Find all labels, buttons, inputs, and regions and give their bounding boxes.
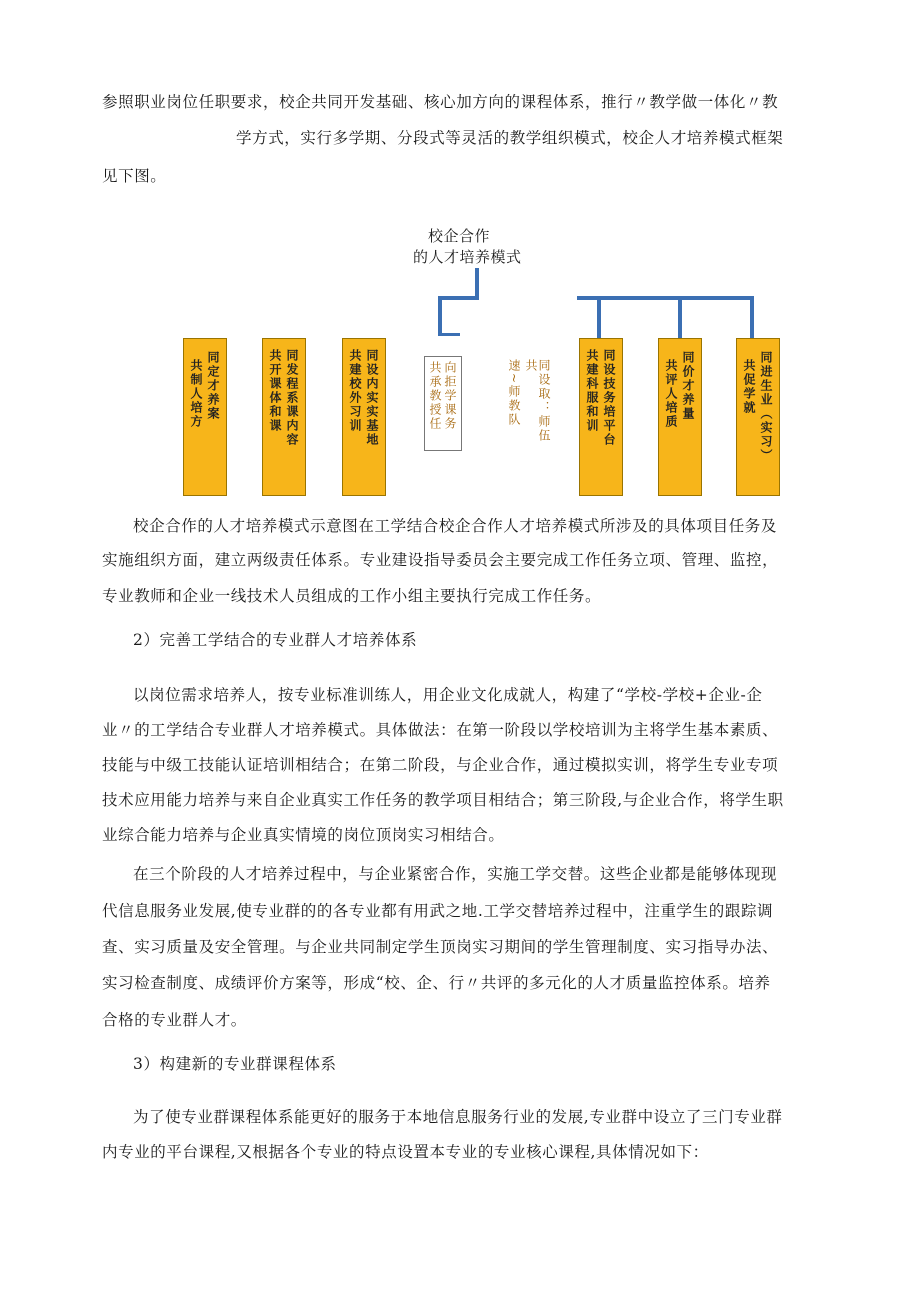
- connector-right-drop-1: [597, 296, 601, 338]
- box-service-platform: [579, 338, 623, 496]
- connector-right-bar: [577, 296, 754, 300]
- box-6-text-col-1: 共建科服和训: [585, 349, 599, 433]
- box-8-text-col-2: 同进生业（实习）: [759, 351, 773, 463]
- connector-right-drop-3: [750, 296, 754, 338]
- paragraph-1-line-1: 参照职业岗位任职要求，校企共同开发基础、核心加方向的课程体系，推行〃教学做一体化〃教: [102, 93, 779, 111]
- connector-center-down: [475, 268, 479, 298]
- connector-center-horizontal: [438, 296, 479, 300]
- paragraph-4-line-5: 合格的专业群人才。: [102, 1011, 247, 1029]
- box-8-text-col-1: 共促学就: [742, 359, 756, 415]
- diagram-title-line-1: 校企合作: [428, 227, 491, 245]
- box-3-text-col-2: 同设内实实基地: [365, 349, 379, 447]
- paragraph-1-line-2: 学方式，实行多学期、分段式等灵活的教学组织模式，校企人才培养模式框架: [236, 129, 784, 147]
- paragraph-2-line-2: 实施组织方面，建立两级责任体系。专业建设指导委员会主要完成工作任务立项、管理、监控，: [102, 551, 779, 569]
- section-heading-3: 3）构建新的专业群课程体系: [133, 1055, 337, 1073]
- paragraph-4-line-4: 实习检查制度、成绩评价方案等，形成“校、企、行〃共评的多元化的人才质量监控体系。培养: [102, 974, 771, 992]
- paragraph-3-line-5: 业综合能力培养与企业真实情境的岗位顶岗实习相结合。: [102, 826, 505, 844]
- box-teaching-team: [505, 355, 551, 455]
- box-1-text-col-1: 共制人培方: [189, 359, 203, 429]
- paragraph-4-line-2: 代信息服务业发展,使专业群的的各专业都有用武之地.工学交替培养过程中，注重学生的跟踪调: [102, 902, 774, 920]
- box-4-text-col-2: 向拒学课务: [443, 361, 457, 431]
- paragraph-4-line-3: 查、实习质量及安全管理。与企业共同制定学生顶岗实习期间的学生管理制度、实习指导办法、: [102, 938, 779, 956]
- diagram-title-line-2: 的人才培养模式: [413, 248, 522, 266]
- paragraph-2-line-1: 校企合作的人才培养模式示意图在工学结合校企合作人才培养模式所涉及的具体项目任务及: [133, 517, 778, 535]
- box-1-text-col-2: 同定才养案: [206, 351, 220, 421]
- box-5-text-col-2: 同设取：师伍共: [524, 359, 551, 443]
- box-7-text-col-2: 同价才养量: [681, 351, 695, 421]
- box-5-text-col-1: 速~师教队: [507, 359, 521, 428]
- box-employment: [736, 338, 780, 496]
- box-7-text-col-1: 共评人培质: [664, 359, 678, 429]
- box-curriculum-system: [262, 338, 306, 496]
- box-2-text-col-2: 同发程系课内容: [285, 349, 299, 447]
- box-quality-evaluation: [658, 338, 702, 496]
- paragraph-4-line-1: 在三个阶段的人才培养过程中，与企业紧密合作，实施工学交替。这些企业都是能够体现现: [133, 865, 778, 883]
- box-4-text-col-1: 共承教授任: [428, 361, 442, 431]
- paragraph-5-line-2: 内专业的平台课程,又根据各个专业的特点设置本专业的专业核心课程,具体情况如下：: [102, 1143, 709, 1161]
- connector-left-drop: [438, 296, 442, 336]
- section-heading-2: 2）完善工学结合的专业群人才培养体系: [133, 631, 418, 649]
- box-3-text-col-1: 共建校外习训: [348, 349, 362, 433]
- paragraph-3-line-2: 业〃的工学结合专业群人才培养模式。具体做法：在第一阶段以学校培训为主将学生基本素质、: [102, 721, 779, 739]
- paragraph-3-line-1: 以岗位需求培养人，按专业标准训练人，用企业文化成就人，构建了“学校-学校+企业-企: [133, 686, 763, 704]
- connector-left-foot: [438, 333, 460, 336]
- paragraph-2-line-3: 专业教师和企业一线技术人员组成的工作小组主要执行完成工作任务。: [102, 587, 602, 605]
- box-teaching-tasks: [424, 356, 462, 451]
- box-training-bases: [342, 338, 386, 496]
- box-training-plan: [183, 338, 227, 496]
- box-2-text-col-1: 共开课体和课: [268, 349, 282, 433]
- paragraph-5-line-1: 为了使专业群课程体系能更好的服务于本地信息服务行业的发展,专业群中设立了三门专业群: [133, 1108, 783, 1126]
- paragraph-3-line-4: 技术应用能力培养与来自企业真实工作任务的教学项目相结合；第三阶段,与企业合作，将学生职: [102, 791, 784, 809]
- connector-right-drop-2: [678, 296, 682, 338]
- box-6-text-col-2: 同设技务培平台: [602, 349, 616, 447]
- paragraph-3-line-3: 技能与中级工技能认证培训相结合；在第二阶段，与企业合作，通过模拟实训，将学生专业专项: [102, 756, 779, 774]
- paragraph-1-line-3: 见下图。: [102, 167, 167, 185]
